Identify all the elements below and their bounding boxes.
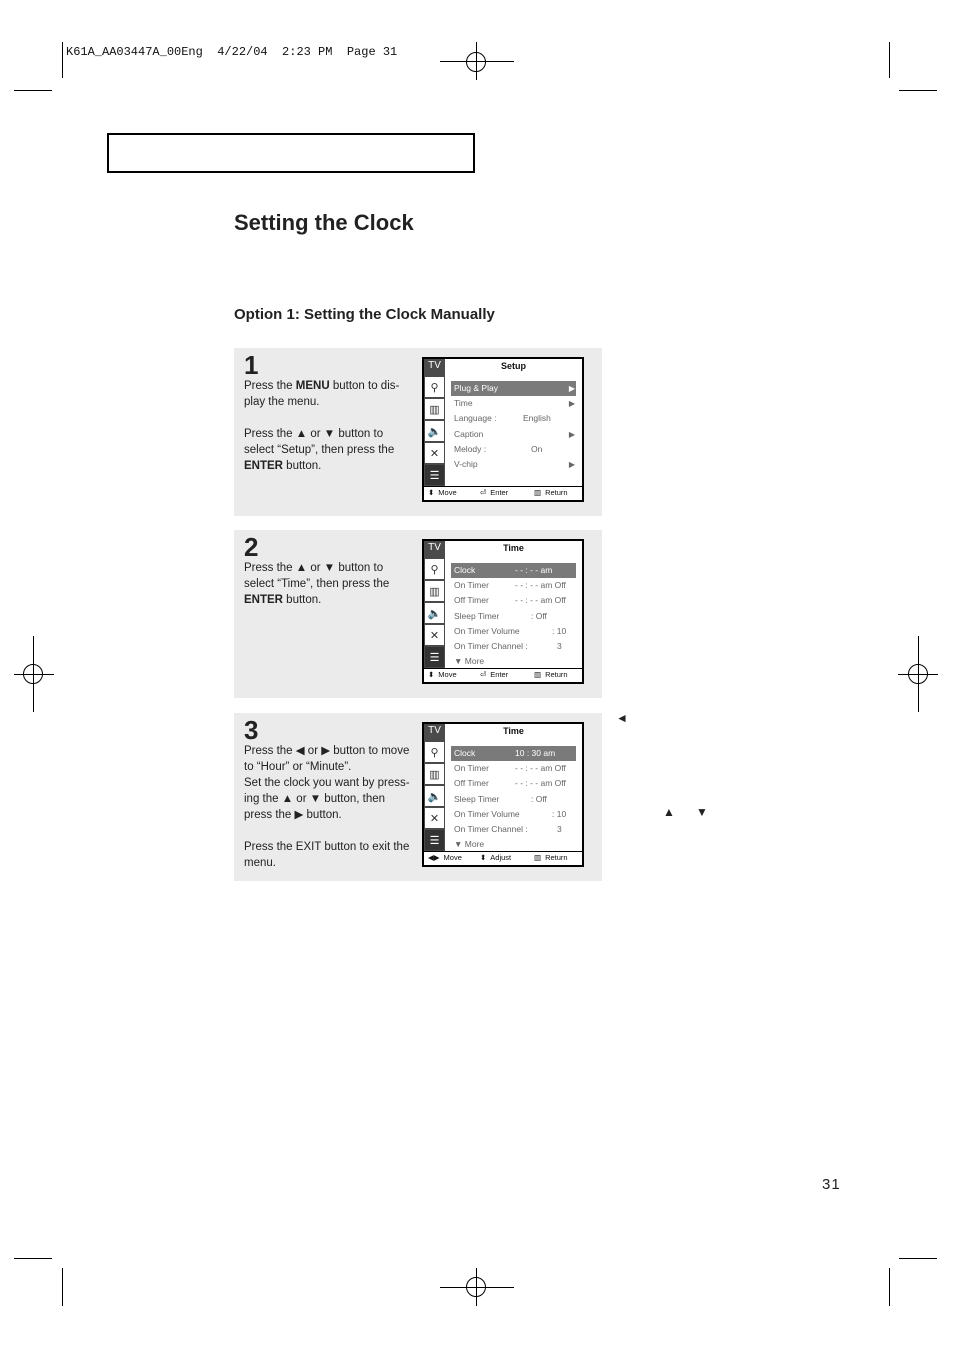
tv-label: TV: [428, 360, 441, 371]
menu-item[interactable]: [451, 746, 576, 761]
picture-icon: ▥: [425, 399, 444, 419]
footer-hint: [428, 669, 457, 681]
menu-item-label: V-chip: [454, 458, 478, 469]
menu-item[interactable]: [451, 639, 576, 654]
menu-title: Time: [503, 543, 524, 553]
footer-hint-label: Move: [438, 670, 457, 679]
footer-hint-icon: ▥: [534, 488, 542, 497]
crop-mark: [898, 674, 938, 675]
footer-hint: [480, 487, 508, 499]
antenna-icon: ⚲: [425, 377, 444, 397]
down-arrow-icon: ▼: [696, 805, 708, 819]
footer-hint-icon: ▥: [534, 853, 542, 862]
menu-item-label: Off Timer: [454, 778, 489, 789]
footer-hint-label: Move: [438, 488, 457, 497]
channel-icon: ✕: [425, 808, 444, 828]
footer-hint: [534, 669, 568, 681]
menu-item[interactable]: [451, 761, 576, 776]
instruction-paragraph: Press the ▲ or ▼ button to select “Setup”, then press the ENTER button.: [244, 428, 395, 472]
menu-item-label: On Timer: [454, 763, 489, 774]
menu-item-label: On Timer Volume: [454, 625, 520, 636]
footer-hint-label: Enter: [490, 488, 509, 497]
menu-list: [451, 746, 576, 852]
menu-item[interactable]: [451, 457, 576, 472]
menu-title: Time: [503, 726, 524, 736]
step-panel: [234, 348, 602, 516]
menu-title: Setup: [500, 361, 526, 371]
header-box: [107, 133, 475, 173]
picture-icon: ▥: [425, 764, 444, 784]
instruction-paragraph: Press the MENU button to dis-play the menu.: [244, 380, 400, 408]
crop-mark: [899, 90, 937, 91]
footer-hint-icon: ⏎: [480, 670, 487, 679]
menu-item-value: - - : - - am Off: [515, 595, 566, 606]
menu-item-label: Plug & Play: [454, 383, 498, 393]
menu-item[interactable]: [451, 578, 576, 593]
menu-footer: [424, 486, 582, 500]
footer-hint-label: Enter: [490, 670, 509, 679]
instruction-paragraph: Press the ▲ or ▼ button to select “Time”, then press the ENTER button.: [244, 562, 390, 606]
footer-hint-icon: ▥: [534, 670, 542, 679]
crop-mark: [440, 61, 514, 62]
page-number: 31: [822, 1176, 841, 1193]
channel-icon: ✕: [425, 443, 444, 463]
step-instructions: [244, 743, 410, 887]
chevron-right-icon: ▶: [568, 384, 575, 393]
footer-hint: [480, 852, 511, 864]
tv-label: TV: [428, 725, 441, 736]
crop-mark: [889, 42, 890, 78]
menu-sidebar: [424, 359, 445, 487]
menu-list: [451, 563, 576, 669]
menu-item[interactable]: [451, 411, 576, 426]
step-instructions: [244, 560, 410, 624]
chevron-right-icon: ▶: [568, 429, 575, 439]
setup-icon: ☰: [425, 647, 444, 667]
footer-hint-icon: ⬍: [480, 853, 487, 862]
menu-item-value: : 10: [552, 625, 567, 636]
crop-mark: [14, 1258, 52, 1259]
menu-item[interactable]: [451, 609, 576, 624]
page-title: Setting the Clock: [234, 210, 414, 235]
footer-hint-label: Return: [545, 488, 568, 497]
menu-sidebar: [424, 541, 445, 669]
picture-icon: ▥: [425, 581, 444, 601]
menu-item-value: English: [523, 413, 551, 424]
step-number: 1: [244, 350, 259, 380]
menu-item-label: On Timer Volume: [454, 808, 520, 819]
menu-item-label: Caption: [454, 428, 484, 439]
step-number: 3: [244, 715, 259, 745]
step-number: 2: [244, 532, 259, 562]
menu-item-value: 10 : 30 am: [515, 748, 556, 758]
step-instructions: [244, 378, 410, 490]
menu-item[interactable]: [451, 563, 576, 578]
menu-item-value: : Off: [531, 793, 547, 804]
menu-item-value: - - : - - am: [515, 565, 553, 575]
tv-label: TV: [428, 542, 441, 553]
menu-item-value: - - : - - am Off: [515, 778, 566, 789]
button-name: ENTER: [244, 460, 283, 472]
crop-mark: [899, 1258, 937, 1259]
menu-item-label: On Timer Channel :: [454, 640, 528, 651]
menu-item-label: On Timer Channel :: [454, 823, 528, 834]
menu-item[interactable]: [451, 427, 576, 442]
footer-hint-label: Return: [545, 853, 568, 862]
footer-hint-icon: ⏎: [480, 488, 487, 497]
menu-item-label: Language :: [454, 413, 497, 424]
menu-list: [451, 381, 576, 472]
antenna-icon: ⚲: [425, 742, 444, 762]
menu-item[interactable]: [451, 624, 576, 639]
menu-item-label: Clock: [454, 565, 476, 575]
menu-item-value: On: [531, 443, 543, 454]
chevron-right-icon: ▶: [568, 399, 575, 409]
menu-item-value: 3: [557, 640, 562, 651]
menu-footer: [424, 851, 582, 865]
crop-mark: [14, 90, 52, 91]
menu-item[interactable]: [451, 396, 576, 411]
menu-item-value: : 10: [552, 808, 567, 819]
footer-hint-icon: ⬍: [428, 670, 435, 679]
tv-menu-screen: [422, 722, 584, 867]
menu-item-label: Melody :: [454, 443, 487, 454]
channel-icon: ✕: [425, 625, 444, 645]
menu-item-label: ▼ More: [454, 656, 485, 667]
menu-item-value: - - : - - am Off: [515, 763, 566, 774]
tv-menu-screen: [422, 357, 584, 502]
menu-item-label: Time: [454, 398, 473, 409]
print-slug: K61A_AA03447A_00Eng 4/22/04 2:23 PM Page 31: [66, 45, 398, 59]
instruction-paragraph: Press the ◀ or ▶ button to move to “Hour” or “Minute”. Set the clock you want by press-ing the ▲ or ▼ button, then press the ▶ button.: [244, 745, 410, 821]
crop-mark: [14, 674, 54, 675]
menu-item[interactable]: [451, 792, 576, 807]
left-arrow-icon: ◄: [616, 711, 628, 725]
sound-icon: 🔈: [425, 786, 444, 806]
menu-item[interactable]: [451, 776, 576, 791]
menu-item[interactable]: [451, 442, 576, 457]
menu-item[interactable]: [451, 593, 576, 608]
antenna-icon: ⚲: [425, 559, 444, 579]
footer-hint: [480, 669, 508, 681]
tv-menu-screen: [422, 539, 584, 684]
footer-hint: [534, 852, 568, 864]
menu-item[interactable]: [451, 381, 576, 396]
footer-hint: [428, 852, 462, 864]
setup-icon: ☰: [425, 830, 444, 850]
setup-icon: ☰: [425, 465, 444, 485]
sound-icon: 🔈: [425, 421, 444, 441]
footer-hint: [428, 487, 457, 499]
crop-mark: [440, 1287, 514, 1288]
menu-item-label: Sleep Timer: [454, 610, 500, 621]
footer-hint-icon: ◀▶: [428, 853, 440, 862]
footer-hint-label: Return: [545, 670, 568, 679]
crop-mark: [889, 1268, 890, 1306]
footer-hint-icon: ⬍: [428, 488, 435, 497]
footer-hint-label: Move: [443, 853, 462, 862]
menu-item[interactable]: [451, 822, 576, 837]
button-name: MENU: [295, 380, 330, 392]
button-name: ENTER: [244, 594, 283, 606]
menu-item-label: Off Timer: [454, 595, 489, 606]
menu-item-value: 3: [557, 823, 562, 834]
crop-mark: [62, 42, 63, 78]
crop-mark: [62, 1268, 63, 1306]
sound-icon: 🔈: [425, 603, 444, 623]
instruction-paragraph: Press the EXIT button to exit the menu.: [244, 841, 410, 869]
menu-item-label: Clock: [454, 748, 476, 758]
section-title: Option 1: Setting the Clock Manually: [234, 306, 495, 323]
menu-item-value: - - : - - am Off: [515, 580, 566, 591]
chevron-right-icon: ▶: [568, 459, 575, 469]
menu-item-label: Sleep Timer: [454, 793, 500, 804]
menu-item-value: : Off: [531, 610, 547, 621]
menu-sidebar: [424, 724, 445, 852]
footer-hint-label: Adjust: [490, 853, 512, 862]
footer-hint: [534, 487, 568, 499]
step-panel: [234, 530, 602, 698]
menu-footer: [424, 668, 582, 682]
menu-item[interactable]: [451, 807, 576, 822]
step-panel: [234, 713, 602, 881]
up-arrow-icon: ▲: [663, 805, 675, 819]
menu-item-label: ▼ More: [454, 839, 485, 850]
menu-item-label: On Timer: [454, 580, 489, 591]
